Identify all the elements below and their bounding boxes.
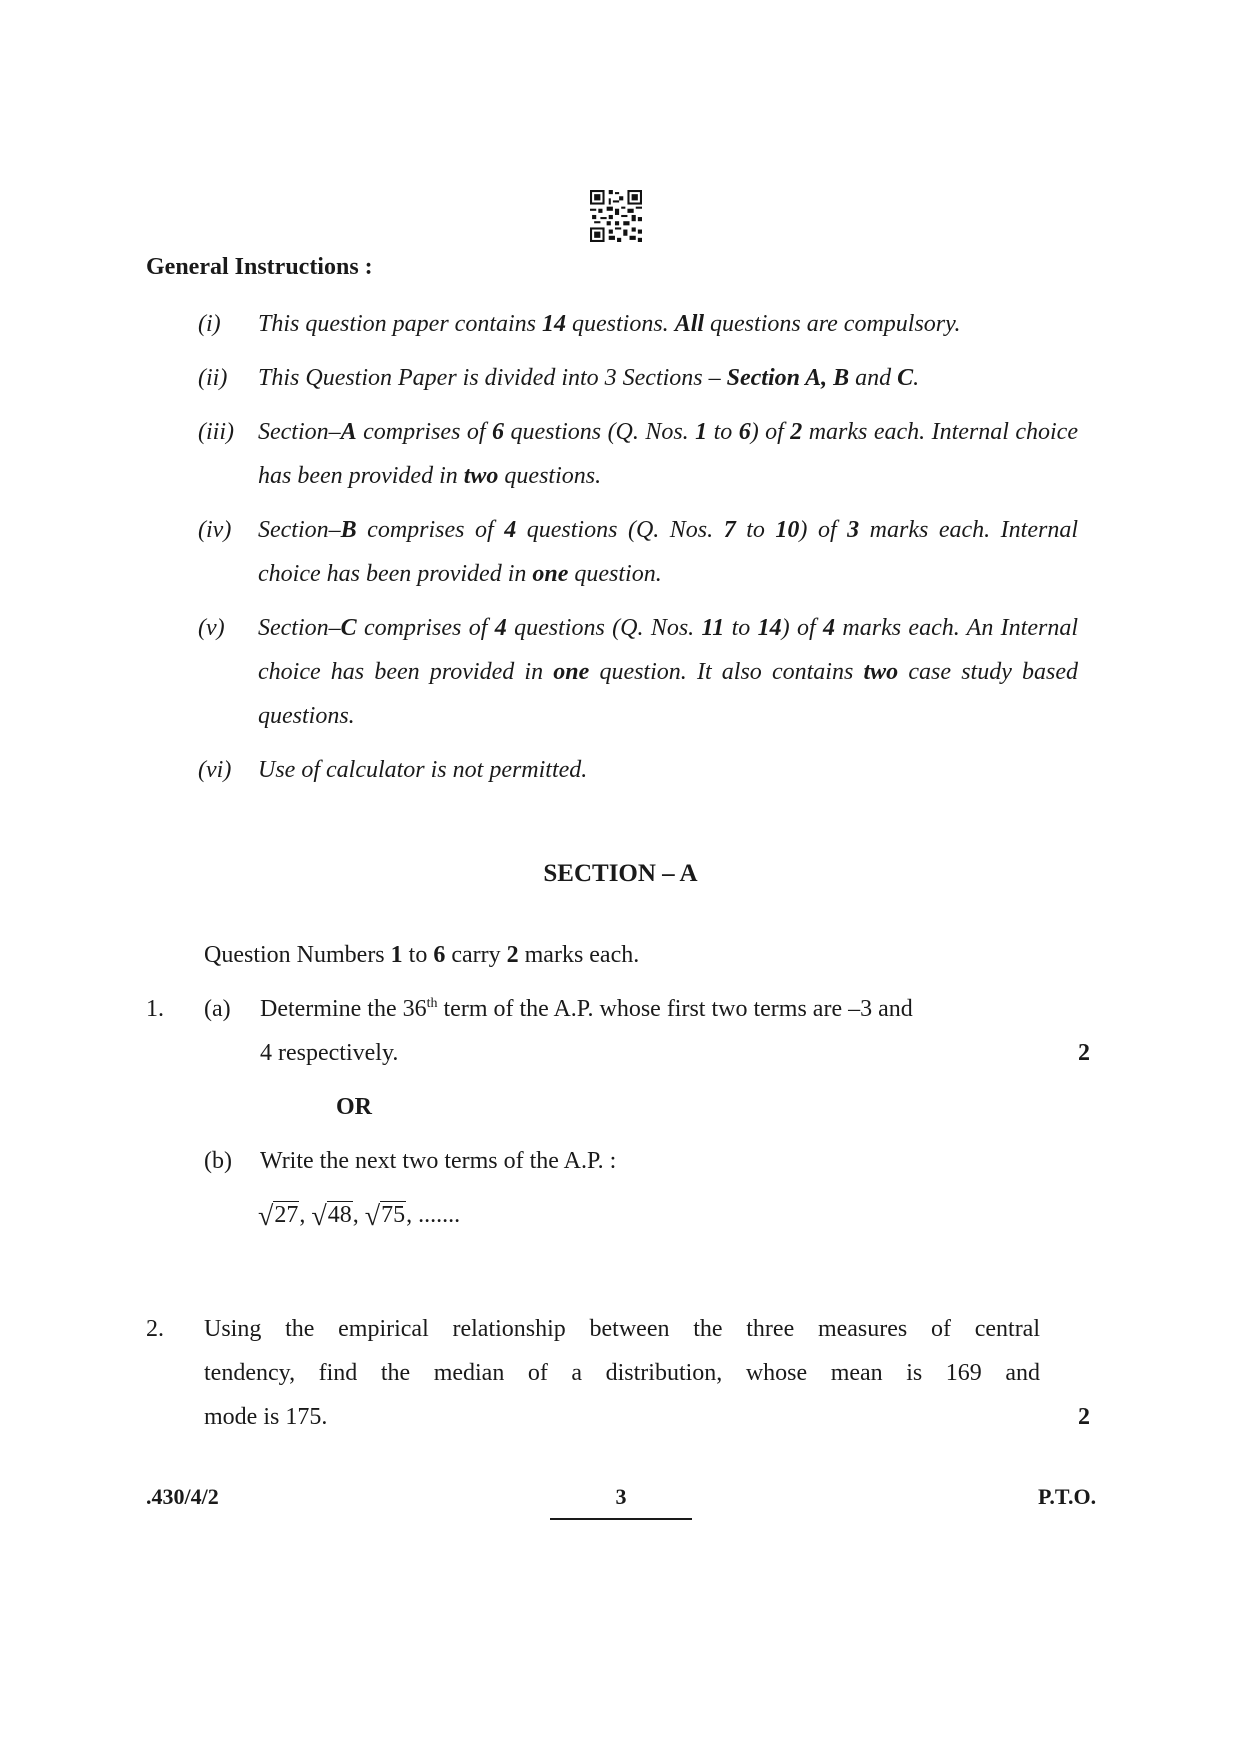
question-number: 2. (146, 1316, 164, 1342)
option-label: (a) (204, 996, 231, 1022)
text-bold: 1 (390, 942, 403, 968)
text-run: case study based questions. (258, 659, 1079, 729)
text-run: questions (Q. Nos. (516, 517, 724, 543)
text-run: question. It also contains (589, 659, 864, 685)
page-number: 3 (615, 1484, 627, 1509)
text-bold: 2 (506, 942, 519, 968)
text-run: and (849, 365, 898, 391)
text-run: questions are compulsory. (704, 311, 961, 337)
text-run: carry (445, 942, 507, 968)
text-run: Section– (258, 615, 341, 641)
question-text: Using the empirical relationship between the three measures of central (204, 1316, 1040, 1342)
text-run: term of the A.P. whose first two terms are –3 and (437, 996, 913, 1022)
general-instructions-heading: General Instructions : (146, 254, 373, 280)
instruction-number: (vi) (198, 757, 232, 783)
text-bold: 3 (847, 517, 860, 543)
superscript: th (426, 996, 438, 1011)
text-bold: All (674, 311, 705, 337)
instruction-item (198, 508, 1078, 596)
text-bold: two (463, 463, 499, 489)
text-bold: 14 (542, 311, 567, 337)
text-bold: 6 (738, 419, 751, 445)
text-run: question. (568, 561, 662, 587)
text-bold: 14 (757, 615, 782, 641)
text-run: Section– (258, 419, 341, 445)
radicand: 27 (274, 1202, 299, 1228)
text-bold: 10 (775, 517, 800, 543)
radicand: 75 (381, 1202, 406, 1228)
instruction-text: Use of calculator is not permitted. (258, 757, 588, 783)
sqrt-term (311, 1198, 352, 1230)
text-bold: C (340, 615, 357, 641)
text-bold: 4 (504, 517, 517, 543)
instruction-number: (v) (198, 615, 225, 641)
section-a-title: SECTION – A (543, 860, 698, 887)
text-run: Question Numbers (204, 942, 391, 968)
text-run: This Question Paper is divided into 3 Sections – (258, 365, 727, 391)
text-run: comprises of (356, 615, 495, 641)
section-intro (204, 942, 639, 969)
instruction-text (258, 606, 1078, 738)
question-text: 4 respectively. (260, 1040, 399, 1066)
text-run: Determine the 36 (260, 996, 427, 1022)
text-run: marks each. An Internal choice has been provided in (258, 615, 1079, 685)
question-text: tendency, find the median of a distribution, whose mean is 169 and (204, 1360, 1040, 1386)
text-bold: one (532, 561, 569, 587)
text-run: questions. (498, 463, 602, 489)
instruction-text (258, 356, 1078, 400)
text-bold: 1 (695, 419, 708, 445)
paper-code: .430/4/2 (146, 1484, 219, 1509)
text-bold: A (340, 419, 357, 445)
text-run: Section– (258, 517, 341, 543)
text-bold: 6 (433, 942, 446, 968)
sqrt-term (258, 1198, 299, 1230)
text-bold: 6 (492, 419, 504, 445)
text-run: comprises of (356, 419, 492, 445)
instruction-item (198, 410, 1078, 498)
text-run: ) of (781, 615, 824, 641)
sqrt-term (365, 1198, 406, 1230)
text-bold: two (863, 659, 899, 685)
question-text (260, 996, 1040, 1023)
text-run: to (735, 517, 776, 543)
option-label: (b) (204, 1148, 232, 1174)
question-text: mode is 175. (204, 1404, 328, 1430)
text-bold: 7 (723, 517, 736, 543)
text-bold: 2 (790, 419, 803, 445)
question-text: Write the next two terms of the A.P. : (260, 1148, 617, 1174)
text-run: questions (Q. Nos. (504, 419, 696, 445)
instruction-item (198, 302, 1078, 346)
text-bold: Section A, B (726, 365, 850, 391)
or-separator: OR (336, 1094, 372, 1120)
text-run: to (724, 615, 758, 641)
text-run: marks each. (518, 942, 640, 968)
text-run: questions. (566, 311, 675, 337)
qr-code-icon (590, 190, 642, 242)
instruction-number: (i) (198, 311, 221, 337)
instruction-text (258, 508, 1078, 596)
text-run: to (402, 942, 434, 968)
text-run: ) of (750, 419, 791, 445)
text-bold: 4 (494, 615, 507, 641)
text-bold: one (553, 659, 590, 685)
instruction-number: (iii) (198, 419, 234, 445)
radicand: 48 (327, 1202, 352, 1228)
instruction-text (258, 410, 1078, 498)
text-run: to (707, 419, 739, 445)
text-bold: 11 (701, 615, 725, 641)
text-bold: C (897, 365, 914, 391)
marks-badge: 2 (1078, 1040, 1090, 1066)
text-run: . (913, 365, 920, 391)
instruction-item (198, 606, 1078, 738)
text-bold: B (340, 517, 357, 543)
radical-icon: √ (258, 1201, 274, 1232)
text-run: marks each. Internal choice has been provided in (258, 419, 1078, 489)
ap-terms: √27, √48, √75, ....... (258, 1198, 460, 1230)
text-run: This question paper contains (258, 311, 543, 337)
radical-icon: √ (311, 1201, 327, 1232)
instruction-item (198, 748, 1078, 792)
page-number-underline (550, 1518, 692, 1520)
instruction-number: (iv) (198, 517, 232, 543)
text-run: marks each. Internal choice has been provided in (258, 517, 1079, 587)
text-bold: 4 (823, 615, 836, 641)
marks-badge: 2 (1078, 1404, 1090, 1430)
text-run: questions (Q. Nos. (506, 615, 702, 641)
pto-label: P.T.O. (1038, 1484, 1097, 1509)
instruction-item (198, 356, 1078, 400)
question-number: 1. (146, 996, 164, 1022)
text-run: comprises of (356, 517, 505, 543)
instruction-text (258, 302, 1078, 346)
instruction-number: (ii) (198, 365, 228, 391)
text-run: ) of (799, 517, 848, 543)
ellipsis: , ....... (406, 1202, 461, 1228)
radical-icon: √ (364, 1201, 381, 1232)
